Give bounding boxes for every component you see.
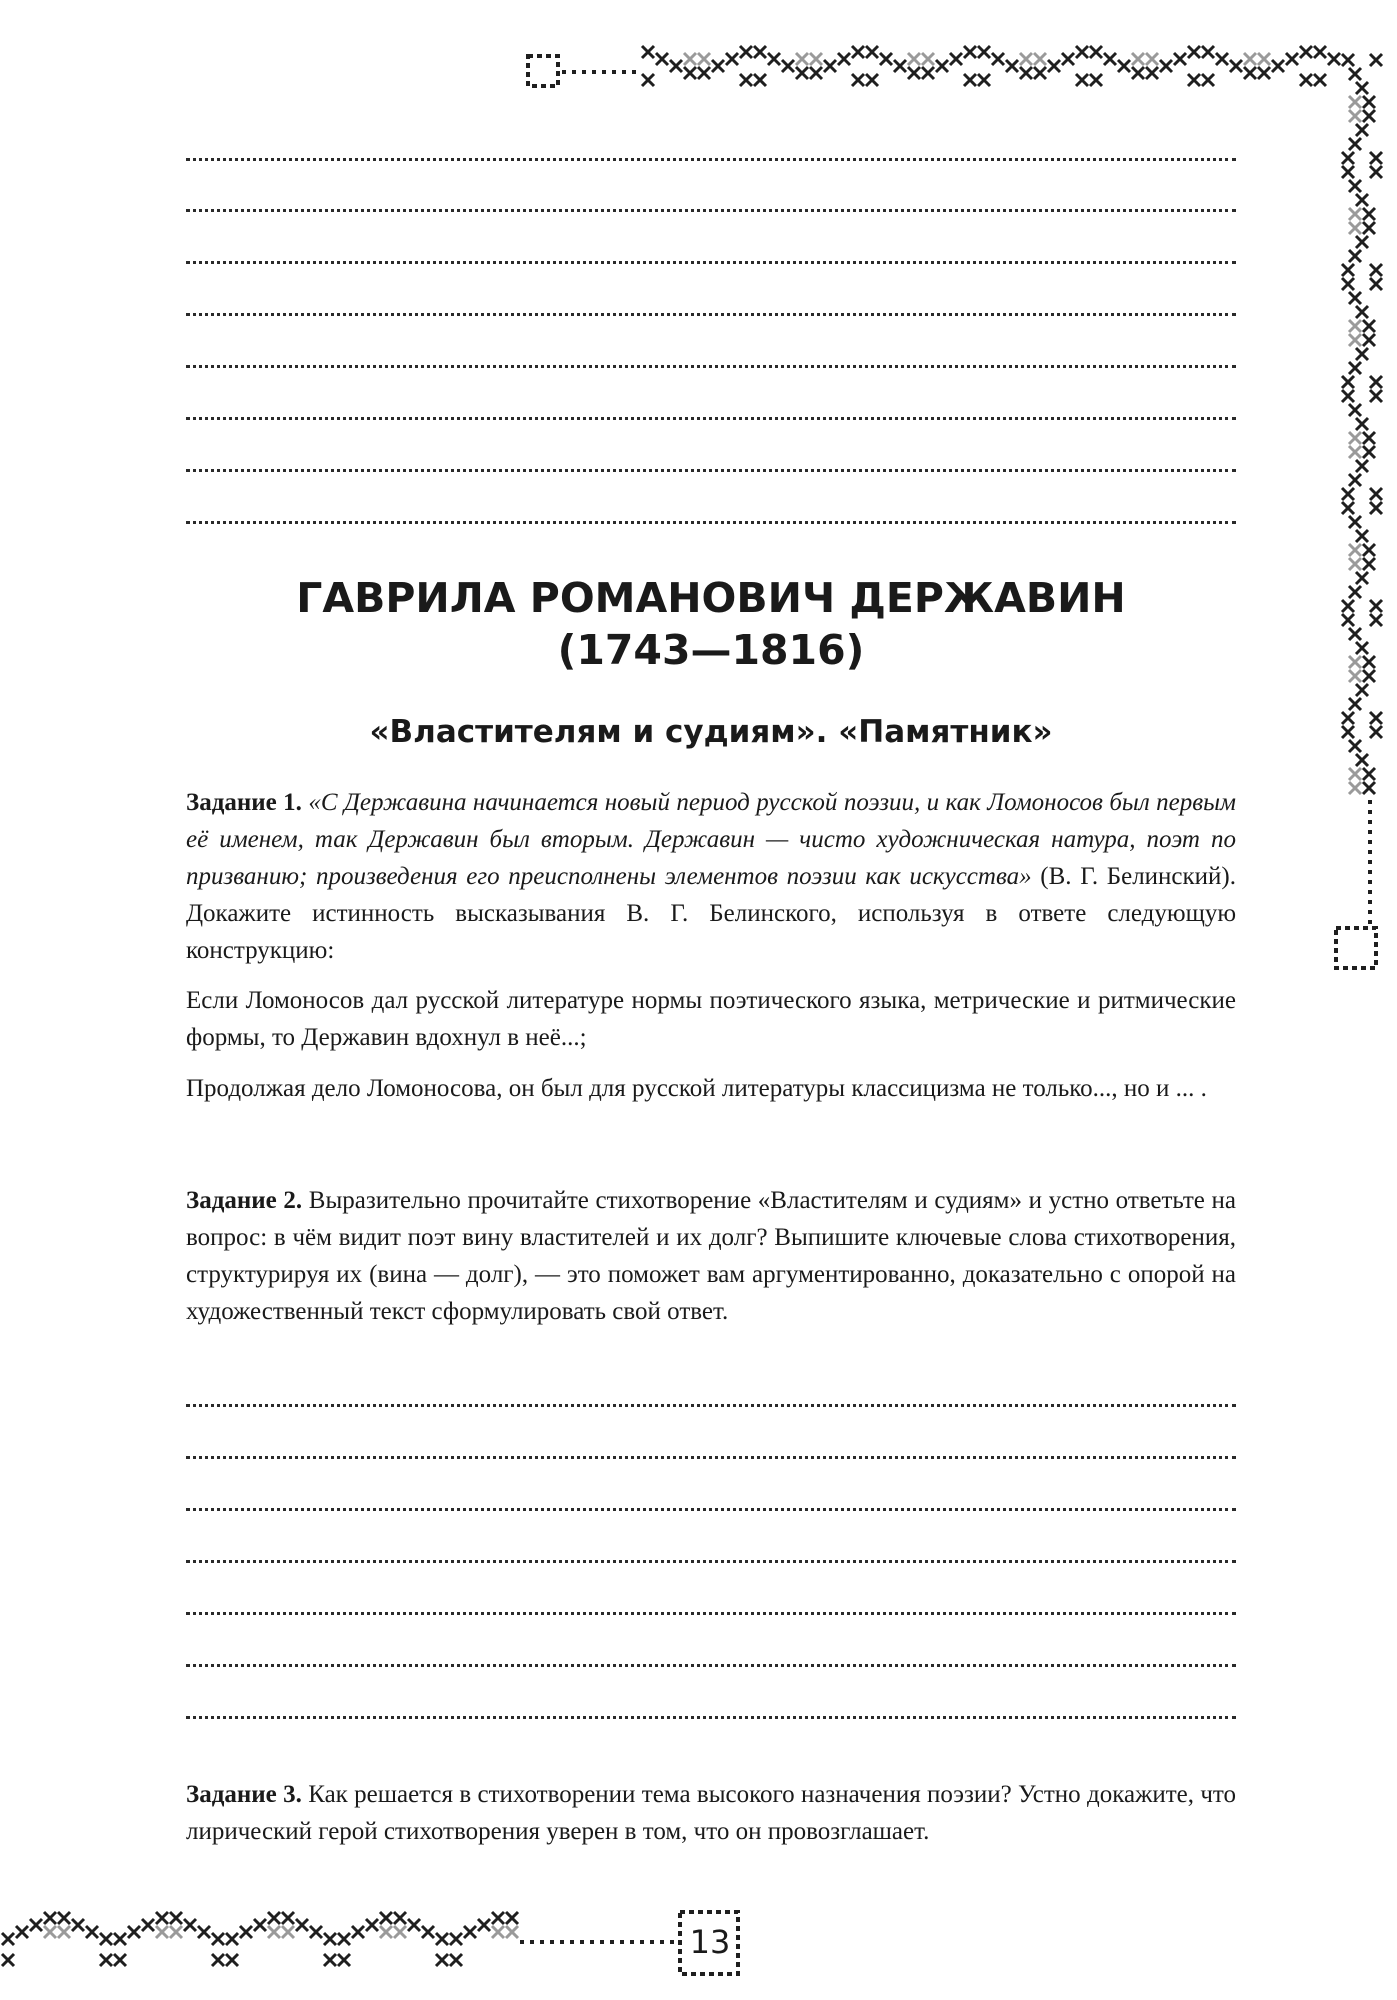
stitch-mark bbox=[450, 1933, 462, 1945]
stitch-mark bbox=[922, 67, 934, 79]
stitch-mark bbox=[324, 1933, 336, 1945]
stitch-mark bbox=[156, 1926, 168, 1938]
stitch-mark bbox=[1349, 446, 1361, 458]
right-border-ornament bbox=[1342, 54, 1382, 794]
stitch-mark bbox=[1349, 432, 1361, 444]
stitch-mark bbox=[1048, 60, 1060, 72]
stitch-mark bbox=[656, 53, 668, 65]
stitch-mark bbox=[1356, 642, 1368, 654]
task-2-label: Задание 2. bbox=[186, 1187, 303, 1214]
stitch-mark bbox=[1349, 68, 1361, 80]
stitch-mark bbox=[1349, 782, 1361, 794]
stitch-mark bbox=[268, 1926, 280, 1938]
stitch-mark bbox=[1349, 670, 1361, 682]
stitch-mark bbox=[436, 1933, 448, 1945]
stitch-mark bbox=[1349, 768, 1361, 780]
stitch-mark bbox=[1370, 54, 1382, 66]
answer-line[interactable] bbox=[186, 1456, 1236, 1459]
stitch-mark bbox=[880, 53, 892, 65]
stitch-mark bbox=[1349, 474, 1361, 486]
stitch-mark bbox=[44, 1926, 56, 1938]
stitch-mark bbox=[1286, 53, 1298, 65]
stitch-mark bbox=[1349, 110, 1361, 122]
answer-line[interactable] bbox=[186, 1560, 1236, 1563]
stitch-mark bbox=[324, 1954, 336, 1966]
stitch-mark bbox=[1370, 502, 1382, 514]
stitch-mark bbox=[1342, 264, 1354, 276]
corner-dotted-box-top bbox=[528, 56, 558, 86]
stitch-mark bbox=[1244, 53, 1256, 65]
stitch-mark bbox=[394, 1912, 406, 1924]
answer-line[interactable] bbox=[186, 469, 1236, 472]
stitch-mark bbox=[1090, 46, 1102, 58]
stitch-mark bbox=[1356, 194, 1368, 206]
stitch-mark bbox=[1363, 544, 1375, 556]
answer-line[interactable] bbox=[186, 158, 1236, 161]
stitch-mark bbox=[642, 74, 654, 86]
stitch-mark bbox=[1363, 96, 1375, 108]
stitch-mark bbox=[1363, 110, 1375, 122]
stitch-mark bbox=[1230, 60, 1242, 72]
stitch-mark bbox=[740, 46, 752, 58]
stitch-mark bbox=[1363, 432, 1375, 444]
stitch-mark bbox=[1363, 446, 1375, 458]
task-1-construction-1: Если Ломоносов дал русской литературе нормы поэтического языка, метрические и ритмические формы, то Державин вдохнул в неё...; bbox=[186, 987, 1236, 1051]
stitch-mark bbox=[978, 46, 990, 58]
task-3-text bbox=[186, 1776, 1236, 1850]
stitch-mark bbox=[394, 1926, 406, 1938]
stitch-mark bbox=[1356, 530, 1368, 542]
stitch-mark bbox=[964, 74, 976, 86]
stitch-mark bbox=[698, 53, 710, 65]
stitch-mark bbox=[338, 1933, 350, 1945]
stitch-mark bbox=[698, 67, 710, 79]
stitch-mark bbox=[1363, 320, 1375, 332]
stitch-mark bbox=[1034, 67, 1046, 79]
task-1-instruction: (В. Г. Белинский). Докажите истинность высказывания В. Г. Белинского, используя в ответе следующую конструкцию: bbox=[186, 863, 1236, 964]
stitch-mark bbox=[1349, 208, 1361, 220]
stitch-mark bbox=[1349, 558, 1361, 570]
works-subtitle: «Властителям и судиям». «Памятник» bbox=[369, 714, 1053, 750]
stitch-mark bbox=[450, 1954, 462, 1966]
stitch-mark bbox=[1216, 53, 1228, 65]
task-2-instruction: Выразительно прочитайте стихотворение «Властителям и судиям» и устно ответьте на вопрос: в чём видит поэт вину властителей и их долг? Выпишите ключевые слова стихотворения, структурируя их (вина — долг), — это поможет вам аргументированно, доказательно с опорой на художественный текст сформулировать свой ответ. bbox=[186, 1187, 1237, 1325]
stitch-mark bbox=[1342, 726, 1354, 738]
stitch-mark bbox=[1356, 124, 1368, 136]
stitch-mark bbox=[1342, 614, 1354, 626]
stitch-mark bbox=[1363, 558, 1375, 570]
stitch-mark bbox=[1349, 138, 1361, 150]
author-years-heading: (1743—1816) bbox=[557, 626, 865, 674]
stitch-mark bbox=[922, 53, 934, 65]
stitch-mark bbox=[212, 1954, 224, 1966]
stitch-mark bbox=[44, 1912, 56, 1924]
stitch-mark bbox=[366, 1919, 378, 1931]
stitch-mark bbox=[978, 74, 990, 86]
task-1-construction-2: Продолжая дело Ломоносова, он был для русской литературы классицизма не только..., но и ... . bbox=[186, 1075, 1207, 1102]
stitch-mark bbox=[30, 1919, 42, 1931]
stitch-mark bbox=[1370, 278, 1382, 290]
stitch-mark bbox=[1188, 74, 1200, 86]
stitch-mark bbox=[100, 1954, 112, 1966]
stitch-mark bbox=[1244, 67, 1256, 79]
stitch-mark bbox=[670, 60, 682, 72]
stitch-mark bbox=[114, 1954, 126, 1966]
stitch-mark bbox=[1020, 67, 1032, 79]
stitch-mark bbox=[1342, 600, 1354, 612]
stitch-mark bbox=[1349, 96, 1361, 108]
stitch-mark bbox=[754, 46, 766, 58]
stitch-mark bbox=[1349, 586, 1361, 598]
stitch-mark bbox=[1356, 460, 1368, 472]
stitch-mark bbox=[1342, 54, 1354, 66]
stitch-mark bbox=[950, 53, 962, 65]
stitch-mark bbox=[712, 60, 724, 72]
stitch-mark bbox=[1258, 67, 1270, 79]
stitch-mark bbox=[198, 1926, 210, 1938]
stitch-mark bbox=[128, 1926, 140, 1938]
stitch-mark bbox=[114, 1933, 126, 1945]
task-3-instruction: Как решается в стихотворении тема высокого назначения поэзии? Устно докажите, что лирический герой стихотворения уверен в том, что он провозглашает. bbox=[186, 1781, 1237, 1845]
stitch-mark bbox=[506, 1912, 518, 1924]
stitch-mark bbox=[642, 46, 654, 58]
stitch-mark bbox=[1300, 46, 1312, 58]
stitch-mark bbox=[296, 1919, 308, 1931]
stitch-mark bbox=[170, 1912, 182, 1924]
task-2-text bbox=[186, 1182, 1236, 1330]
stitch-mark bbox=[1076, 74, 1088, 86]
answer-line[interactable] bbox=[186, 521, 1236, 524]
stitch-mark bbox=[1356, 82, 1368, 94]
stitch-mark bbox=[1370, 614, 1382, 626]
answer-line[interactable] bbox=[186, 1664, 1236, 1667]
stitch-mark bbox=[684, 53, 696, 65]
stitch-mark bbox=[824, 60, 836, 72]
stitch-mark bbox=[1132, 53, 1144, 65]
stitch-mark bbox=[1342, 152, 1354, 164]
stitch-mark bbox=[268, 1912, 280, 1924]
stitch-mark bbox=[1349, 334, 1361, 346]
stitch-mark bbox=[796, 67, 808, 79]
author-name-heading: ГАВРИЛА РОМАНОВИЧ ДЕРЖАВИН bbox=[296, 574, 1126, 622]
stitch-mark bbox=[1314, 74, 1326, 86]
stitch-mark bbox=[492, 1912, 504, 1924]
stitch-mark bbox=[1363, 656, 1375, 668]
stitch-mark bbox=[1370, 376, 1382, 388]
stitch-mark bbox=[1370, 264, 1382, 276]
stitch-mark bbox=[1370, 488, 1382, 500]
stitch-mark bbox=[408, 1919, 420, 1931]
stitch-mark bbox=[1342, 390, 1354, 402]
stitch-mark bbox=[226, 1954, 238, 1966]
stitch-mark bbox=[1090, 74, 1102, 86]
stitch-mark bbox=[866, 74, 878, 86]
stitch-mark bbox=[184, 1919, 196, 1931]
stitch-mark bbox=[1363, 782, 1375, 794]
stitch-mark bbox=[100, 1933, 112, 1945]
stitch-mark bbox=[352, 1926, 364, 1938]
stitch-mark bbox=[212, 1933, 224, 1945]
stitch-mark bbox=[1356, 572, 1368, 584]
stitch-mark bbox=[782, 60, 794, 72]
stitch-mark bbox=[1349, 320, 1361, 332]
stitch-mark bbox=[240, 1926, 252, 1938]
stitch-mark bbox=[1370, 152, 1382, 164]
stitch-mark bbox=[1314, 46, 1326, 58]
stitch-mark bbox=[684, 67, 696, 79]
stitch-mark bbox=[1062, 53, 1074, 65]
task-1-text bbox=[186, 784, 1236, 969]
stitch-mark bbox=[1349, 404, 1361, 416]
stitch-mark bbox=[1349, 222, 1361, 234]
stitch-mark bbox=[1174, 53, 1186, 65]
stitch-mark bbox=[810, 53, 822, 65]
stitch-mark bbox=[1342, 502, 1354, 514]
task-1-label: Задание 1. bbox=[186, 789, 302, 816]
stitch-mark bbox=[226, 1933, 238, 1945]
stitch-mark bbox=[1370, 726, 1382, 738]
stitch-mark bbox=[1104, 53, 1116, 65]
stitch-mark bbox=[1349, 698, 1361, 710]
stitch-mark bbox=[1349, 250, 1361, 262]
stitch-mark bbox=[1349, 180, 1361, 192]
stitch-mark bbox=[2, 1933, 14, 1945]
stitch-mark bbox=[1300, 74, 1312, 86]
stitch-mark bbox=[58, 1912, 70, 1924]
stitch-mark bbox=[1188, 46, 1200, 58]
stitch-mark bbox=[422, 1926, 434, 1938]
stitch-mark bbox=[1006, 60, 1018, 72]
stitch-mark bbox=[768, 53, 780, 65]
stitch-mark bbox=[740, 74, 752, 86]
stitch-mark bbox=[1258, 53, 1270, 65]
stitch-mark bbox=[506, 1926, 518, 1938]
stitch-mark bbox=[810, 67, 822, 79]
stitch-mark bbox=[796, 53, 808, 65]
stitch-mark bbox=[310, 1926, 322, 1938]
stitch-mark bbox=[852, 74, 864, 86]
stitch-mark bbox=[1370, 390, 1382, 402]
stitch-mark bbox=[380, 1912, 392, 1924]
stitch-mark bbox=[1363, 208, 1375, 220]
stitch-mark bbox=[838, 53, 850, 65]
stitch-mark bbox=[1363, 334, 1375, 346]
stitch-mark bbox=[72, 1919, 84, 1931]
stitch-mark bbox=[1034, 53, 1046, 65]
stitch-mark bbox=[1328, 53, 1340, 65]
stitch-mark bbox=[380, 1926, 392, 1938]
stitch-mark bbox=[852, 46, 864, 58]
stitch-mark bbox=[1356, 348, 1368, 360]
stitch-mark bbox=[282, 1912, 294, 1924]
stitch-mark bbox=[1342, 376, 1354, 388]
stitch-mark bbox=[1370, 600, 1382, 612]
answer-line[interactable] bbox=[186, 1508, 1236, 1511]
stitch-mark bbox=[58, 1926, 70, 1938]
stitch-mark bbox=[1363, 768, 1375, 780]
stitch-mark bbox=[1363, 670, 1375, 682]
stitch-mark bbox=[1020, 53, 1032, 65]
stitch-mark bbox=[282, 1926, 294, 1938]
stitch-mark bbox=[726, 53, 738, 65]
task-1-quote: «С Державина начинается новый период русской поэзии, и как Ломоносов был первым её именем, так Державин был вторым. Державин — чисто художническая натура, поэт по призванию; произведения его преисполнены элементов поэзии как искусства» bbox=[186, 789, 1236, 890]
stitch-mark bbox=[992, 53, 1004, 65]
stitch-mark bbox=[866, 46, 878, 58]
bottom-border-ornament bbox=[2, 1912, 518, 1966]
answer-line[interactable] bbox=[186, 261, 1236, 264]
stitch-mark bbox=[964, 46, 976, 58]
stitch-mark bbox=[492, 1926, 504, 1938]
stitch-mark bbox=[1076, 46, 1088, 58]
stitch-mark bbox=[1272, 60, 1284, 72]
stitch-mark bbox=[1349, 656, 1361, 668]
task-3-label: Задание 3. bbox=[186, 1781, 302, 1808]
stitch-mark bbox=[1349, 740, 1361, 752]
stitch-mark bbox=[936, 60, 948, 72]
stitch-mark bbox=[464, 1926, 476, 1938]
corner-dotted-box-right bbox=[1336, 928, 1376, 968]
stitch-mark bbox=[1349, 544, 1361, 556]
stitch-mark bbox=[170, 1926, 182, 1938]
stitch-mark bbox=[1349, 516, 1361, 528]
stitch-mark bbox=[478, 1919, 490, 1931]
stitch-mark bbox=[1118, 60, 1130, 72]
stitch-mark bbox=[156, 1912, 168, 1924]
stitch-mark bbox=[1363, 222, 1375, 234]
stitch-mark bbox=[16, 1926, 28, 1938]
stitch-mark bbox=[1356, 306, 1368, 318]
stitch-mark bbox=[1349, 292, 1361, 304]
stitch-mark bbox=[1342, 488, 1354, 500]
stitch-mark bbox=[436, 1954, 448, 1966]
stitch-mark bbox=[1146, 67, 1158, 79]
stitch-mark bbox=[1356, 684, 1368, 696]
stitch-mark bbox=[1146, 53, 1158, 65]
stitch-mark bbox=[1202, 74, 1214, 86]
answer-line[interactable] bbox=[186, 1404, 1236, 1407]
stitch-mark bbox=[1160, 60, 1172, 72]
stitch-mark bbox=[1132, 67, 1144, 79]
stitch-mark bbox=[254, 1919, 266, 1931]
stitch-mark bbox=[1342, 712, 1354, 724]
stitch-mark bbox=[1370, 712, 1382, 724]
stitch-mark bbox=[894, 60, 906, 72]
stitch-mark bbox=[142, 1919, 154, 1931]
stitch-mark bbox=[1356, 754, 1368, 766]
answer-line[interactable] bbox=[186, 209, 1236, 212]
top-border-ornament bbox=[642, 46, 1340, 86]
answer-line[interactable] bbox=[186, 1716, 1236, 1719]
stitch-mark bbox=[338, 1954, 350, 1966]
stitch-mark bbox=[1370, 166, 1382, 178]
stitch-mark bbox=[1342, 278, 1354, 290]
stitch-mark bbox=[1349, 362, 1361, 374]
stitch-mark bbox=[2, 1954, 14, 1966]
answer-line[interactable] bbox=[186, 1612, 1236, 1615]
stitch-mark bbox=[908, 53, 920, 65]
stitch-mark bbox=[908, 67, 920, 79]
stitch-mark bbox=[1342, 166, 1354, 178]
answer-line[interactable] bbox=[186, 313, 1236, 316]
stitch-mark bbox=[754, 74, 766, 86]
stitch-mark bbox=[86, 1926, 98, 1938]
answer-line[interactable] bbox=[186, 417, 1236, 420]
stitch-mark bbox=[1202, 46, 1214, 58]
stitch-mark bbox=[1356, 236, 1368, 248]
stitch-mark bbox=[1356, 418, 1368, 430]
stitch-mark bbox=[1349, 628, 1361, 640]
answer-line[interactable] bbox=[186, 365, 1236, 368]
page-number: 13 bbox=[689, 1923, 731, 1961]
